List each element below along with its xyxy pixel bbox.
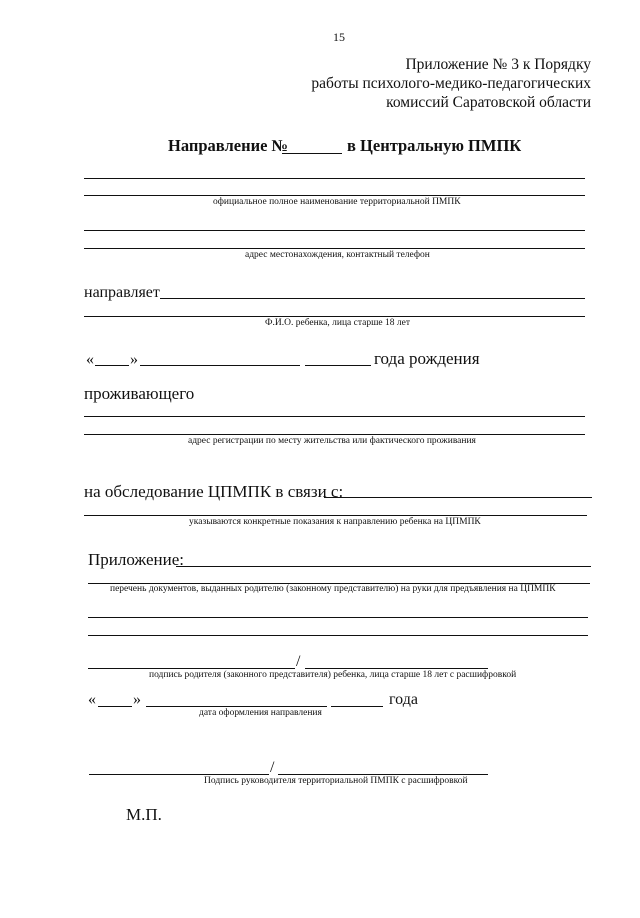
page-number: 15 [333,30,345,44]
header-appendix-line: Приложение № 3 к Порядку [405,56,591,73]
caption-territorial-pmpk-name: официальное полное наименование территориальной ПМПК [213,197,461,207]
date-quote-close: » [133,691,141,708]
caption-address-phone: адрес местонахождения, контактный телефон [245,250,430,260]
birth-month-field[interactable] [140,365,300,366]
date-quote-open: « [88,691,96,708]
caption-registration-address: адрес регистрации по месту жительства или фактического проживания [188,436,476,446]
residing-label: проживающего [84,384,195,403]
exam-reason-field-line-1[interactable] [324,497,592,498]
header-procedure-line: работы психолого-медико-педагогических [311,75,591,92]
address-field-line-1[interactable] [84,230,585,231]
stamp-place-label: М.П. [126,805,162,824]
issue-year-field[interactable] [331,706,383,707]
title-suffix: в Центральную ПМПК [347,136,522,155]
parent-name-field[interactable] [305,668,488,669]
caption-child-name: Ф.И.О. ребенка, лица старше 18 лет [265,318,410,328]
caption-issue-date: дата оформления направления [199,708,322,718]
attachment-field-line-4[interactable] [88,635,588,636]
attachment-field-line-1[interactable] [176,566,591,567]
title-prefix: Направление № [168,136,289,155]
birth-quote-close: » [130,351,138,368]
directs-label: направляет [84,284,160,301]
pmpk-name-field-line-1[interactable] [84,178,585,179]
parent-signature-slash: / [296,653,301,670]
head-signature-slash: / [270,759,275,776]
caption-documents-list: перечень документов, выданных родителю (законному представителю) на руки для предъявления на ЦПМПК [110,584,556,594]
header-region-line: комиссий Саратовской области [386,94,591,111]
referral-number-field[interactable] [282,153,342,154]
exam-reason-field-line-2[interactable] [84,515,587,516]
head-signature-field[interactable] [89,774,269,775]
birth-day-field[interactable] [95,365,129,366]
child-name-field-line-1[interactable] [160,298,585,299]
birth-year-field[interactable] [305,365,371,366]
address-field-line-2[interactable] [84,248,585,249]
issue-day-field[interactable] [98,706,132,707]
child-name-field-line-2[interactable] [84,316,585,317]
attachment-label: Приложение: [88,550,184,569]
caption-parent-signature: подпись родителя (законного представителя) ребенка, лица старше 18 лет с расшифровкой [149,670,517,680]
caption-indications: указываются конкретные показания к направлению ребенка на ЦПМПК [189,517,481,527]
birth-quote-open: « [86,351,94,368]
birth-year-label: года рождения [374,349,480,368]
pmpk-name-field-line-2[interactable] [84,195,585,196]
head-name-field[interactable] [278,774,488,775]
issue-month-field[interactable] [146,706,327,707]
exam-label: на обследование ЦПМПК в связи с: [84,482,344,501]
attachment-field-line-3[interactable] [88,617,588,618]
parent-signature-field[interactable] [88,668,295,669]
issue-year-label: года [389,691,418,708]
residence-field-line-2[interactable] [84,434,585,435]
residence-field-line-1[interactable] [84,416,585,417]
caption-head-signature: Подпись руководителя территориальной ПМПК с расшифровкой [204,776,468,786]
